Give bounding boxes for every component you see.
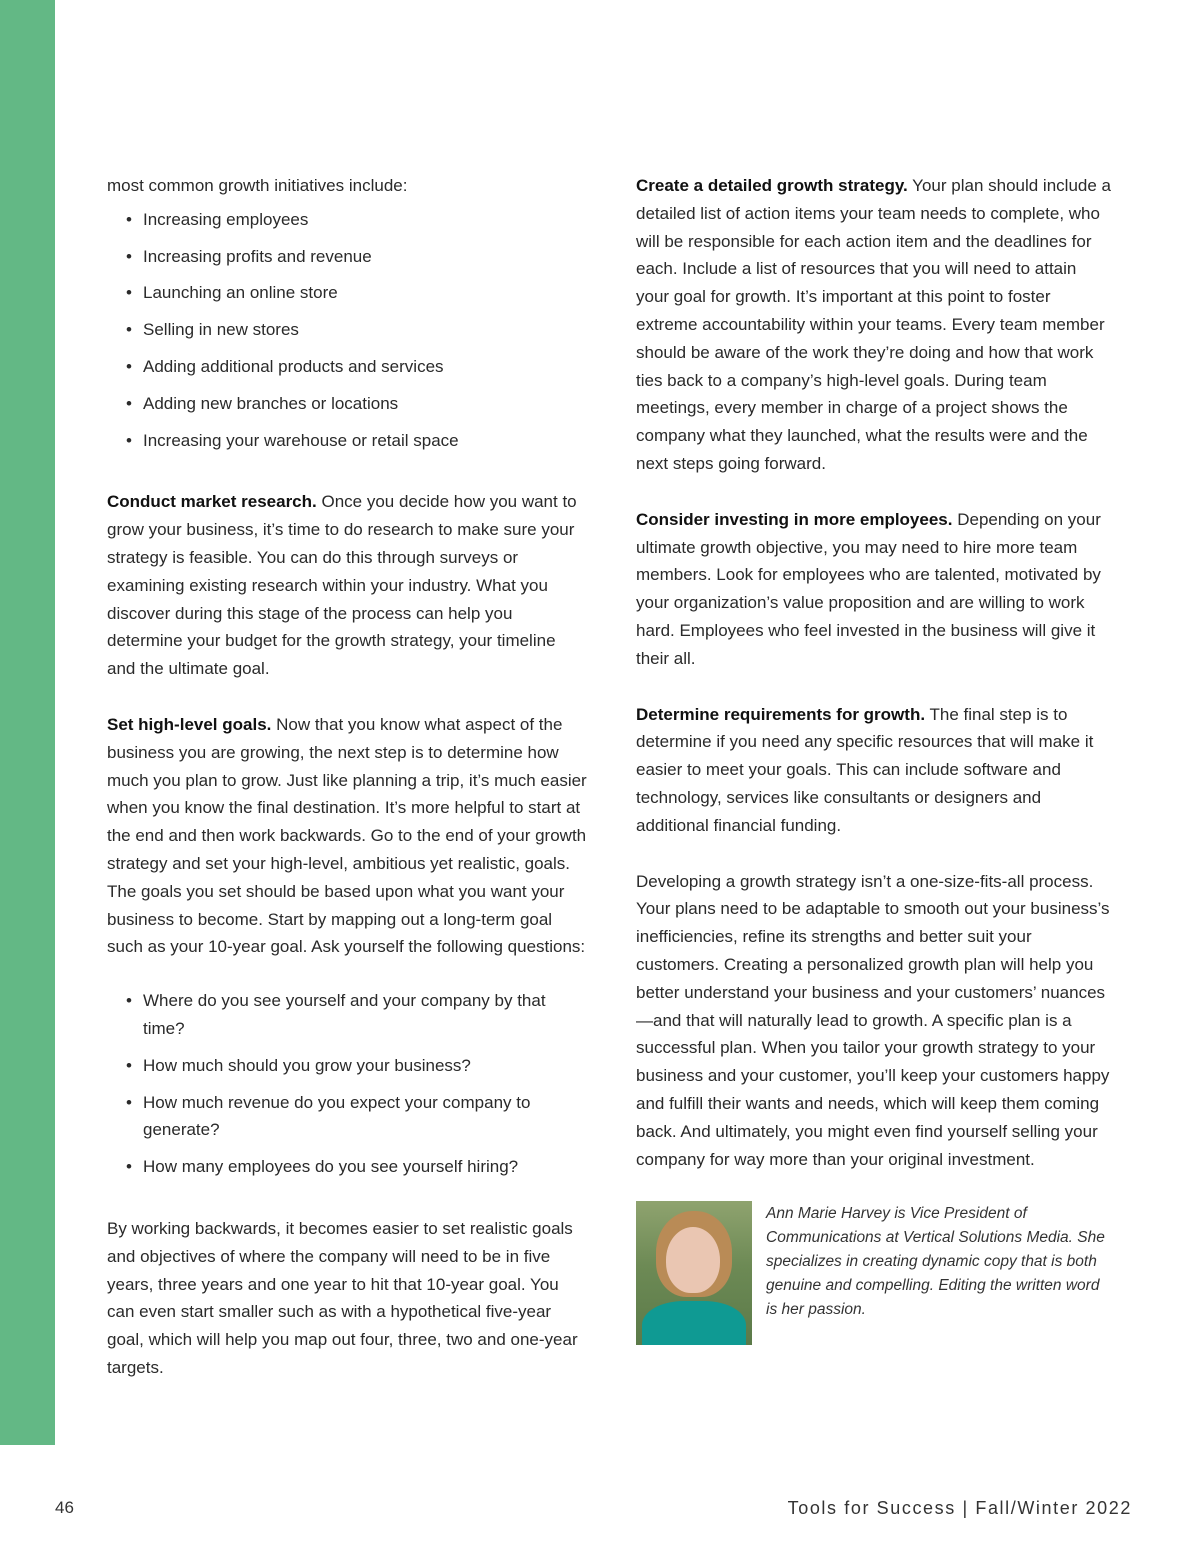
- page-number: 46: [55, 1498, 74, 1517]
- section-heading: Create a detailed growth strategy.: [636, 176, 908, 195]
- section-heading: Consider investing in more employees.: [636, 509, 953, 529]
- list-item: • Selling in new stores: [126, 320, 299, 340]
- intro-text: most common growth initiatives include:: [107, 176, 408, 195]
- list-item: • Adding additional products and services: [126, 356, 444, 376]
- list-item: • Increasing profits and revenue: [126, 246, 372, 266]
- growth-strategy-paragraph: Create a detailed growth strategy. Your plan should include a detailed list of action items your team needs to complete, who will be responsible for each action item and the deadlines for each. Include a list of resources that you will need to attain your goal for growth. It’s important at this point to foster extreme accountability within your teams. Every team member should be aware of the work they’re doing and how that work ties back to a company’s high-level goals. During team meetings, every member in charge of a project shows the company what they launched, what the results were and the next steps going forward.: [636, 176, 1111, 473]
- author-bio: [636, 1201, 1114, 1345]
- market-research-paragraph: Conduct market research. Once you decide how you want to grow your business, it’s time to do research to make sure your strategy is feasible. You can do this through surveys or examining existing research within your industry. What you discover during this stage of the process can help you determine your budget for the growth strategy, your timeline and the ultimate goal.: [107, 492, 577, 679]
- conclusion-paragraph: Developing a growth strategy isn’t a one-size-fits-all process. Your plans need to be adaptable to smooth out your business’s inefficiencies, refine its strengths and better suit your customers. Creating a personalized growth plan will help you better understand your business and your customers’ nuances—and that will naturally lead to growth. A specific plan is a successful plan. When you tailor your growth strategy to your business and your customer, you’ll keep your customers happy and fulfill their wants and needs, which will keep them coming back. And ultimately, you might even find yourself selling your company for way more than your original investment.: [636, 871, 1110, 1169]
- section-heading: Set high-level goals.: [107, 714, 272, 734]
- questions-list: [107, 987, 587, 1181]
- section-heading: Conduct market research.: [107, 492, 317, 512]
- section-heading: Determine requirements for growth.: [636, 704, 926, 724]
- employees-paragraph: Consider investing in more employees. Depending on your ultimate growth objective, you may need to hire more team members. Look for employees who are talented, motivated by your organization’s value proposition and are willing to work hard. Employees who feel invested in the business will give it their all.: [636, 509, 1101, 668]
- author-bio-text: Ann Marie Harvey is Vice President of Communications at Vertical Solutions Media. She specializes in creating dynamic copy that is both genuine and compelling. Editing the written word is her passion.: [766, 1205, 1105, 1319]
- left-column: [107, 172, 587, 1410]
- requirements-paragraph: Determine requirements for growth. The final step is to determine if you need any specific resources that will make it easier to meet your goals. This can include software and technology, services like consultants or designers and additional financial funding.: [636, 704, 1094, 835]
- list-item: • Increasing your warehouse or retail space: [126, 430, 459, 450]
- list-item: • How much revenue do you expect your company to generate?: [126, 1092, 531, 1140]
- list-item: • How much should you grow your business?: [126, 1055, 471, 1075]
- working-backwards-paragraph: By working backwards, it becomes easier to set realistic goals and objectives of where the company will need to be in five years, three years and one year to hit that 10-year goal. You can even start smaller such as with a hypothetical five-year goal, which will help you map out four, three, two and one-year targets.: [107, 1218, 578, 1377]
- initiatives-list: [107, 206, 587, 455]
- author-photo: [636, 1201, 752, 1345]
- list-item: • How many employees do you see yourself hiring?: [126, 1157, 519, 1177]
- list-item: • Adding new branches or locations: [126, 393, 399, 413]
- publication-footer: Tools for Success | Fall/Winter 2022: [787, 1498, 1132, 1518]
- list-item: • Launching an online store: [126, 283, 338, 303]
- list-item: • Increasing employees: [126, 209, 309, 229]
- right-column: [636, 172, 1114, 1345]
- list-item: • Where do you see yourself and your company by that time?: [126, 991, 546, 1038]
- high-level-goals-paragraph: Set high-level goals. Now that you know what aspect of the business you are growing, the next step is to determine how much you plan to grow. Just like planning a trip, it’s much easier when you know the final destination. It’s more helpful to start at the end and then work backwards. Go to the end of your growth strategy and set your high-level, ambitious yet realistic, goals. The goals you set should be based upon what you want your business to become. Start by mapping out a long-term goal such as your 10-year goal. Ask yourself the following questions:: [107, 714, 587, 957]
- green-accent-bar: [0, 0, 55, 1445]
